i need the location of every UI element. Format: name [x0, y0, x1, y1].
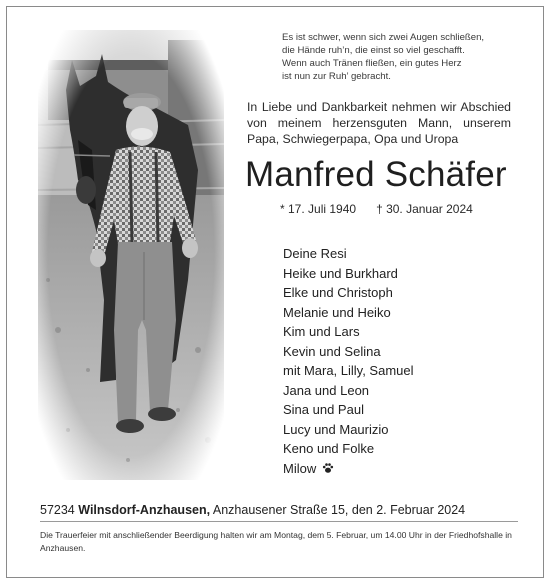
mourner: Deine Resi	[283, 246, 347, 261]
mourner: Milow	[283, 460, 317, 476]
poem-line: die Hände ruh’n, die einst so viel geschafft.	[282, 45, 465, 56]
mourner: Melanie und Heiko	[283, 304, 391, 320]
town-name: Wilnsdorf-Anzhausen,	[78, 503, 211, 517]
mourner: Heike und Burkhard	[283, 265, 398, 281]
birth-date: * 17. Juli 1940	[280, 202, 357, 216]
poem-line: Wenn auch Tränen fließen, ein gutes Herz	[282, 58, 462, 69]
portrait-photo	[38, 30, 224, 480]
mourner: Jana und Leon	[283, 382, 370, 398]
farewell-intro	[247, 99, 511, 147]
intro-line: In Liebe und Dankbarkeit nehmen wir Abschied	[247, 100, 511, 114]
divider	[40, 521, 518, 522]
mourner: Keno und Folke	[283, 441, 375, 456]
mourner: mit Mara, Lilly, Samuel	[283, 363, 414, 378]
mourners-list	[283, 244, 513, 479]
intro-line: von meinem herzensguten Mann, unserem	[247, 116, 511, 130]
street-and-date: Anzhausener Straße 15, den 2. Februar 2024	[212, 503, 466, 517]
poem	[282, 31, 522, 83]
paw-icon	[322, 460, 334, 480]
address-line	[40, 502, 465, 518]
intro-line: Papa, Schwiegerpapa, Opa und Uropa	[247, 132, 459, 146]
mourner: Kim und Lars	[283, 324, 360, 339]
mourner: Sina und Paul	[283, 402, 364, 417]
mourner: Kevin und Selina	[283, 343, 381, 359]
poem-line: Es ist schwer, wenn sich zwei Augen schließen,	[282, 32, 485, 43]
postal-code: 57234	[40, 503, 75, 517]
deceased-name: Manfred Schäfer	[245, 155, 507, 194]
funeral-note: Die Trauerfeier mit anschließender Beerdigung halten wir am Montag, dem 5. Februar, um 14.00 Uhr in der Friedhofshalle in Anzhausen.	[40, 530, 512, 553]
poem-line: ist nun zur Ruh’ gebracht.	[282, 71, 391, 82]
mourner: Lucy und Maurizio	[283, 421, 389, 437]
death-date: † 30. Januar 2024	[376, 202, 473, 216]
life-dates	[280, 201, 473, 217]
mourner: Elke und Christoph	[283, 285, 393, 300]
mourner-pet	[283, 459, 513, 480]
